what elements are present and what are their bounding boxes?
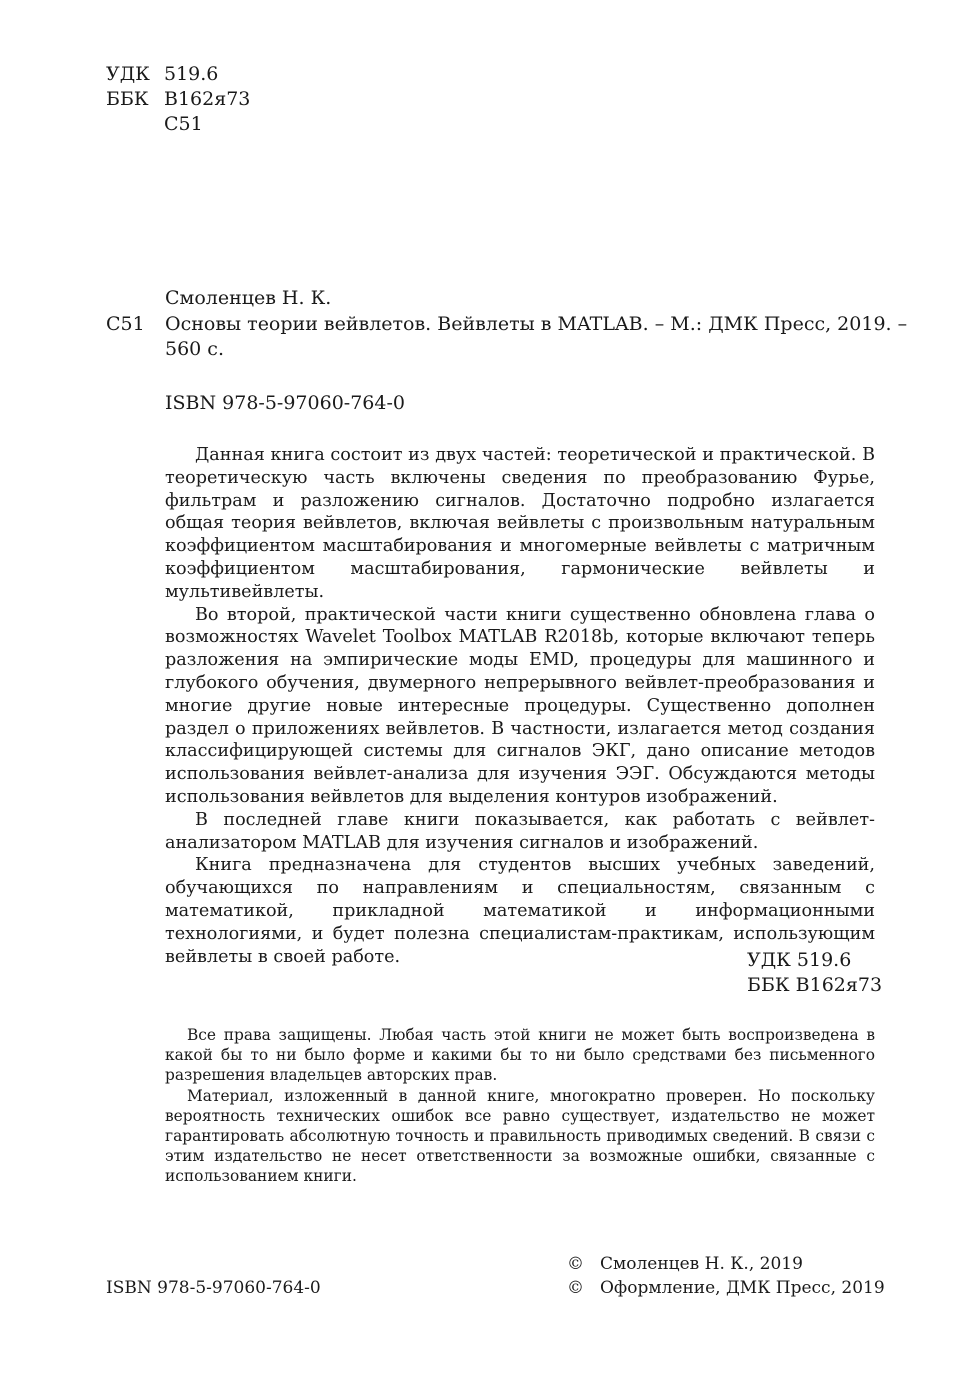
copyright-symbol: © xyxy=(567,1278,584,1298)
udk-label: УДК xyxy=(106,63,150,85)
abstract-paragraph: Книга предназначена для студентов высших учебных заведений, обучающихся по направлениям и специальностям, связанным с математикой, прикладной математикой и информационными технологиями, и будет полезна специалистам-практикам, использующим вейвлеты в своей работе. xyxy=(165,855,875,967)
author-code-row xyxy=(106,112,250,137)
rights-notice xyxy=(165,1025,875,1187)
isbn-footer: ISBN 978-5-97060-764-0 xyxy=(106,1278,321,1298)
author-code-label xyxy=(106,112,164,137)
title-line-1: Основы теории вейвлетов. Вейвлеты в MATLAB. – М.: ДМК Пресс, 2019. – xyxy=(165,313,908,335)
udk-row xyxy=(106,62,250,87)
udk-value: 519.6 xyxy=(164,63,219,85)
author-code-value: С51 xyxy=(164,113,203,135)
copyright-text: Смоленцев Н. К., 2019 xyxy=(600,1254,803,1274)
udk-bottom: УДК 519.6 xyxy=(747,949,852,971)
classification-bottom xyxy=(747,948,882,998)
classification-top xyxy=(106,62,250,137)
isbn: ISBN 978-5-97060-764-0 xyxy=(165,392,405,414)
bibliographic-title xyxy=(165,312,908,362)
abstract-paragraph: В последней главе книги показывается, как работать с вейвлет-анализатором MATLAB для изучения сигналов и изображений. xyxy=(165,809,875,853)
copyright-row xyxy=(567,1276,885,1300)
rights-paragraph: Материал, изложенный в данной книге, многократно проверен. Но поскольку вероятность технических ошибок все равно существует, издательство не может гарантировать абсолютную точность и правильность приводимых сведений. В связи с этим издательство не несет ответственности за возможные ошибки, связанные с использованием книги. xyxy=(165,1086,875,1186)
abstract-paragraph: Во второй, практической части книги существенно обновлена глава о возможностях Wavelet Toolbox MATLAB R2018b, которые включают теперь разложения на эмпирические моды EMD, процедуры для машинного и глубокого обучения, двумерного непрерывного вейвлет-преобразования и многие другие новые интересные процедуры. Существенно дополнен раздел о приложениях вейвлетов. В частности, излагается метод создания классифицирующей системы для сигналов ЭКГ, дано описание методов использования вейвлет-анализа для изучения ЭЭГ. Обсуждаются методы использования вейвлетов для выделения контуров изображений. xyxy=(165,604,875,807)
bbk-value: В162я73 xyxy=(164,88,251,110)
copyright-text: Оформление, ДМК Пресс, 2019 xyxy=(600,1278,885,1298)
title-line-2: 560 с. xyxy=(165,338,224,360)
copyright-symbol: © xyxy=(567,1254,584,1274)
bbk-bottom: ББК В162я73 xyxy=(747,974,883,996)
abstract-paragraph: Данная книга состоит из двух частей: теоретической и практической. В теоретическую часть включены сведения по преобразованию Фурье, фильтрам и разложению сигналов. Достаточно подробно излагается общая теория вейвлетов, включая вейвлеты с произвольным натуральным коэффициентом масштабирования и многомерные вейвлеты с матричным коэффициентом масштабирования, гармонические вейвлеты и мультивейвлеты. xyxy=(165,445,875,602)
bbk-row xyxy=(106,87,250,112)
rights-paragraph: Все права защищены. Любая часть этой книги не может быть воспроизведена в какой бы то ни было форме и какими бы то ни было средствами без письменного разрешения владельцев авторских прав. xyxy=(165,1026,875,1085)
bbk-label: ББК xyxy=(106,88,149,110)
author-name: Смоленцев Н. К. xyxy=(165,287,332,309)
abstract xyxy=(165,444,875,968)
copyright-row xyxy=(567,1252,885,1276)
copyright-block xyxy=(567,1252,885,1300)
author-sign: С51 xyxy=(106,313,145,335)
